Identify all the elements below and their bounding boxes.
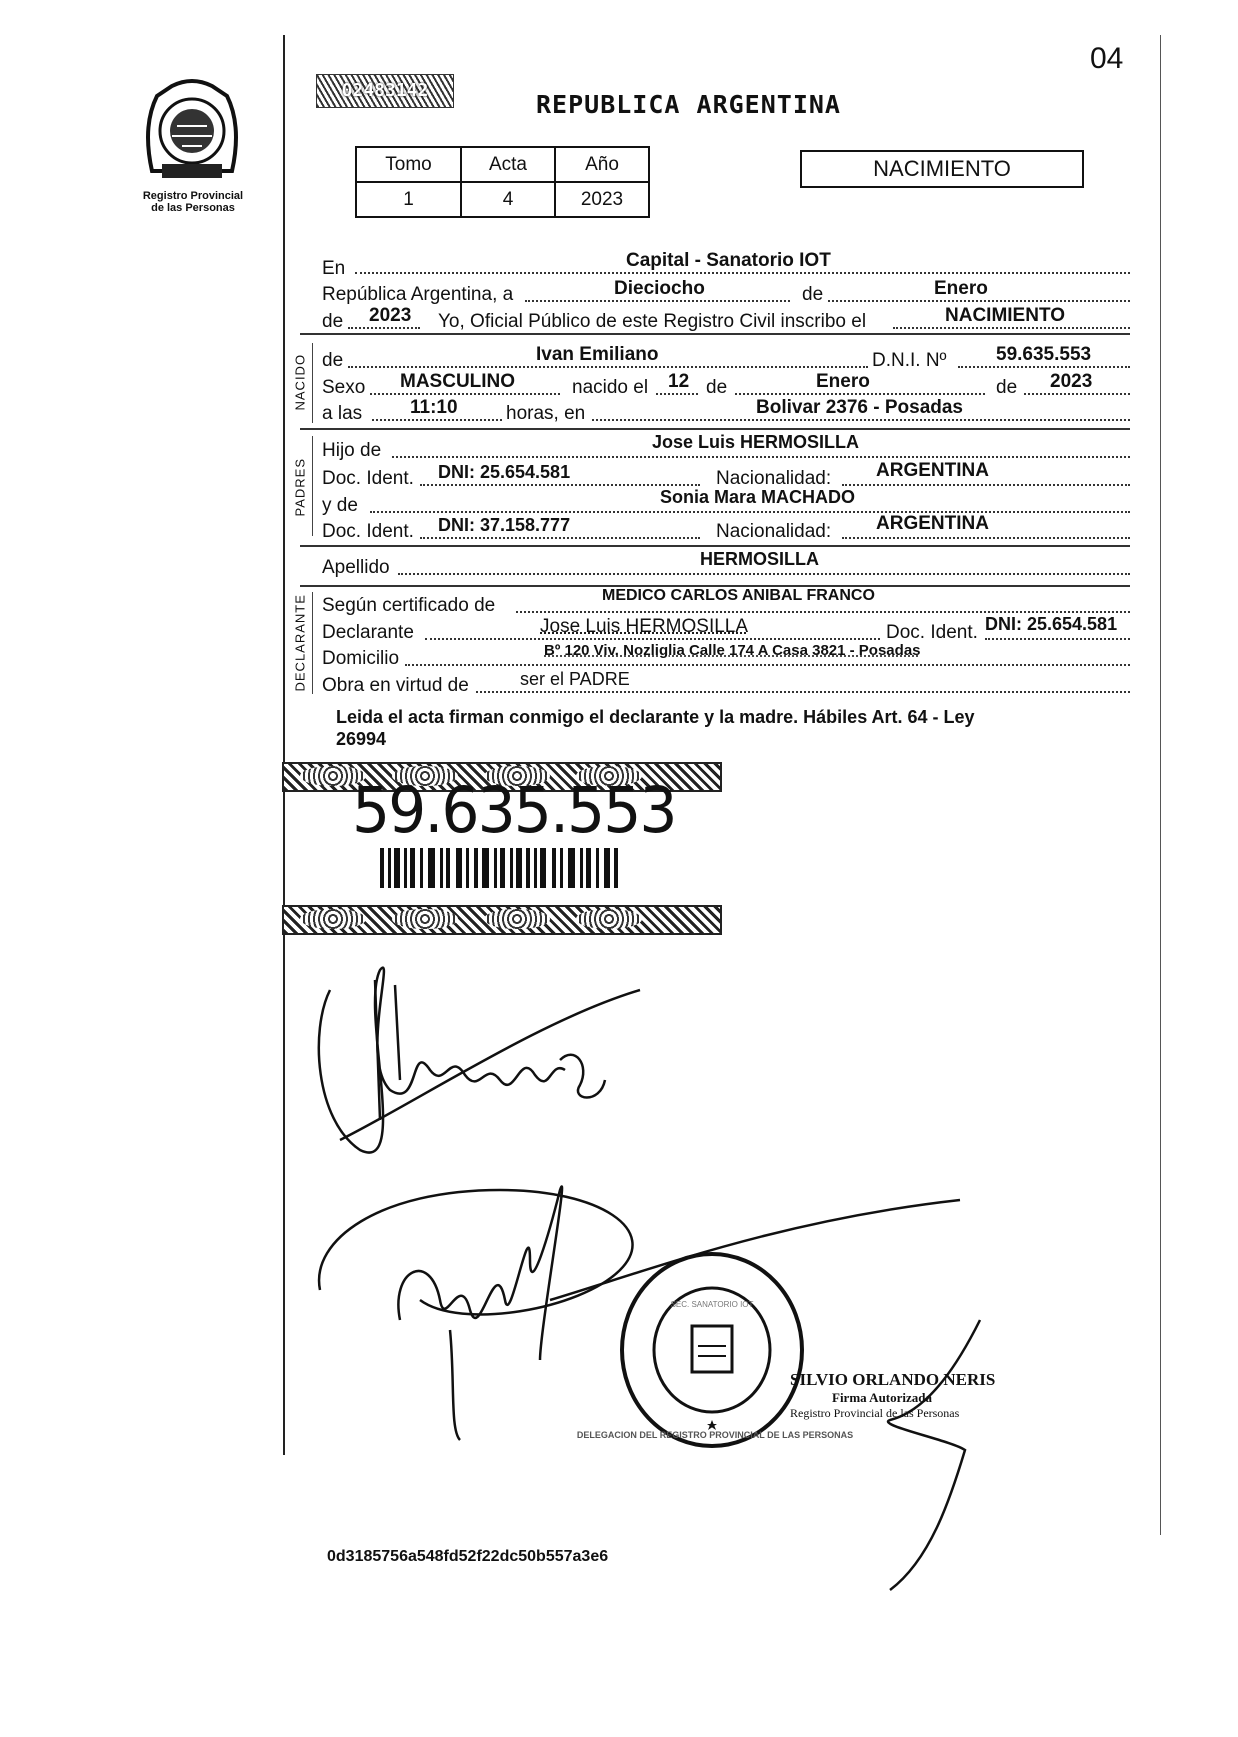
- registry-seal: [132, 76, 252, 186]
- birth-month: Enero: [816, 371, 870, 392]
- sexo-value: MASCULINO: [400, 371, 516, 392]
- nacido-label: nacido el: [572, 377, 649, 398]
- birth-day-dots: [656, 393, 698, 395]
- padres-top-rule: [300, 428, 1130, 430]
- page-number: 04: [1090, 42, 1124, 75]
- alas-label: a las: [322, 403, 363, 424]
- strip-oval: [300, 909, 366, 929]
- birth-day: 12: [668, 371, 690, 392]
- decl-doc-dots: [985, 638, 1130, 640]
- father-nat: ARGENTINA: [876, 460, 989, 481]
- de3-label: de: [322, 350, 344, 371]
- padres-bracket: [312, 436, 313, 536]
- de2-label: de: [322, 311, 344, 332]
- mother-doc-dots: [420, 537, 700, 539]
- security-strip-bottom: [282, 905, 722, 935]
- mother-dots: [370, 511, 1130, 513]
- birth-year-dots: [1024, 393, 1130, 395]
- stamp-center-text: SEC. SANATORIO IOT: [670, 1300, 754, 1309]
- country-title: REPUBLICA ARGENTINA: [536, 90, 841, 119]
- registry-table: [355, 146, 650, 218]
- father-dots: [392, 456, 1130, 458]
- official-name: SILVIO ORLANDO NERIS: [790, 1370, 996, 1389]
- place-value: Bolivar 2376 - Posadas: [756, 397, 963, 418]
- strip-oval: [484, 909, 550, 929]
- barcode: [380, 848, 620, 888]
- republica-label: República Argentina, a: [322, 284, 514, 305]
- month-value: Enero: [934, 278, 988, 299]
- serial-stamp: [316, 74, 454, 108]
- document-hash: 0d3185756a548fd52f22dc50b557a3e6: [327, 1548, 609, 1565]
- anio-header: Año: [555, 147, 649, 182]
- obra-value: ser el PADRE: [520, 669, 630, 689]
- father-docident-label: Doc. Ident.: [322, 468, 414, 489]
- inscribo-dots: [893, 327, 1130, 329]
- official-stamp: [612, 1250, 812, 1450]
- mother-nat: ARGENTINA: [876, 513, 989, 534]
- declarante-value: Jose Luis HERMOSILLA: [540, 616, 749, 637]
- apellido-value: HERMOSILLA: [700, 549, 819, 569]
- domicilio-label: Domicilio: [322, 648, 400, 669]
- de-label: de: [802, 284, 824, 305]
- closing-text-line2: 26994: [336, 729, 387, 749]
- nacido-section-label: NACIDO: [292, 353, 308, 411]
- year-dots: [348, 327, 420, 329]
- oficial-text: Yo, Oficial Público de este Registro Civil inscribo el: [438, 311, 867, 332]
- segun-value: MEDICO CARLOS ANIBAL FRANCO: [602, 587, 875, 604]
- nacido-bracket: [312, 343, 313, 423]
- en-value: Capital - Sanatorio IOT: [626, 250, 831, 271]
- padres-bottom-rule: [300, 545, 1130, 547]
- dni-label: D.N.I. Nº: [872, 350, 947, 371]
- de4-label: de: [706, 377, 728, 398]
- right-margin-rule: [1160, 35, 1161, 1535]
- stamp-ring-text: DELEGACION DEL REGISTRO PROVINCIAL DE LAS PERSONAS: [576, 1430, 854, 1440]
- declarante-dots: [425, 638, 880, 640]
- year-value: 2023: [369, 305, 412, 326]
- seal-caption: [118, 190, 268, 214]
- anio-value: 2023: [555, 182, 649, 217]
- official-office: Registro Provincial de las Personas: [790, 1406, 960, 1420]
- acta-header: Acta: [461, 147, 555, 182]
- father-doc-dots: [420, 484, 700, 486]
- segun-dots: [516, 611, 1130, 613]
- obra-dots: [476, 691, 1130, 693]
- apellido-dots: [398, 573, 1130, 575]
- sexo-dots: [370, 393, 560, 395]
- mother-value: Sonia Mara MACHADO: [660, 487, 856, 507]
- father-nat-dots: [842, 484, 1130, 486]
- en-label: En: [322, 258, 346, 279]
- strip-oval: [392, 909, 458, 929]
- seal-caption-line1: Registro Provincial: [142, 190, 244, 202]
- segun-label: Según certificado de: [322, 595, 496, 616]
- tomo-header: Tomo: [356, 147, 461, 182]
- tomo-value: 1: [356, 182, 461, 217]
- father-value: Jose Luis HERMOSILLA: [652, 432, 860, 452]
- place-dots: [592, 419, 1130, 421]
- month-dots: [828, 300, 1130, 302]
- dni-dots: [958, 366, 1130, 368]
- en-dots: [355, 272, 1130, 274]
- mother-docident-label: Doc. Ident.: [322, 521, 414, 542]
- name-dots: [348, 366, 868, 368]
- time-value: 11:10: [410, 397, 458, 418]
- padres-section-label: PADRES: [292, 458, 308, 517]
- record-type-box: [800, 150, 1084, 188]
- margin-rule: [283, 35, 285, 1455]
- strip-oval: [576, 909, 642, 929]
- decl-doc-value: DNI: 25.654.581: [985, 614, 1118, 634]
- seal-caption-line2: de las Personas: [151, 202, 235, 214]
- sexo-label: Sexo: [322, 377, 366, 398]
- day-dots: [525, 300, 790, 302]
- dni-large: 59.635.553: [352, 774, 676, 848]
- hijo-label: Hijo de: [322, 440, 382, 461]
- domicilio-dots: [405, 664, 1130, 666]
- father-nac-label: Nacionalidad:: [716, 468, 832, 489]
- dni-value: 59.635.553: [996, 344, 1092, 365]
- father-doc: DNI: 25.654.581: [438, 462, 571, 482]
- record-type: NACIMIENTO: [873, 156, 1011, 181]
- closing-text: [336, 706, 1136, 750]
- mother-nat-dots: [842, 537, 1130, 539]
- decl-doc-label: Doc. Ident.: [886, 622, 978, 643]
- closing-text-line1: Leida el acta firman conmigo el declarante y la madre. Hábiles Art. 64 - Ley: [336, 707, 975, 727]
- domicilio-value: Bº 120 Viv. Nozliglia Calle 174 A Casa 3821 - Posadas: [544, 642, 921, 659]
- time-dots: [372, 419, 502, 421]
- official-title: Firma Autorizada: [832, 1390, 933, 1405]
- acta-value: 4: [461, 182, 555, 217]
- nacido-top-rule: [300, 333, 1130, 335]
- apellido-label: Apellido: [322, 557, 390, 578]
- name-value: Ivan Emiliano: [536, 344, 659, 365]
- birth-month-dots: [735, 393, 985, 395]
- horas-label: horas, en: [506, 403, 586, 424]
- mother-nac-label: Nacionalidad:: [716, 521, 832, 542]
- obra-label: Obra en virtud de: [322, 675, 469, 696]
- declarante-section-label: DECLARANTE: [292, 594, 308, 692]
- yde-label: y de: [322, 495, 358, 516]
- declarante-label: Declarante: [322, 622, 414, 643]
- birth-year: 2023: [1050, 371, 1093, 392]
- mother-doc: DNI: 37.158.777: [438, 515, 571, 535]
- official-signature: [870, 1300, 1010, 1600]
- serial-stamp-text: 02483142: [341, 80, 429, 101]
- declarante-bracket: [312, 592, 313, 694]
- day-value: Dieciocho: [614, 278, 705, 299]
- de5-label: de: [996, 377, 1018, 398]
- inscribo-value: NACIMIENTO: [945, 305, 1065, 326]
